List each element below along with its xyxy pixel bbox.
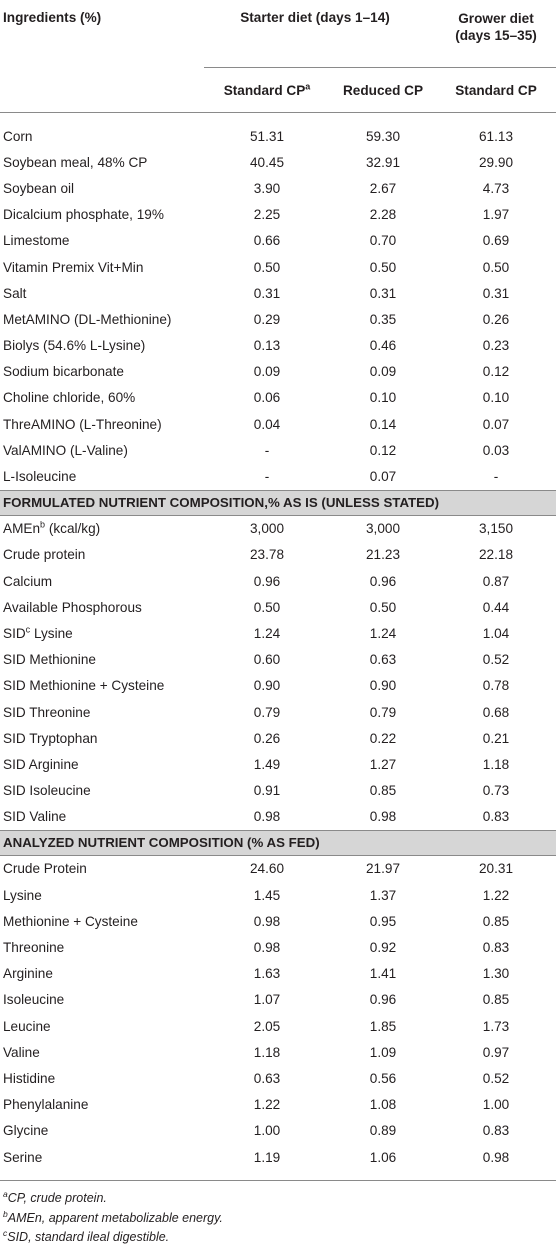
row-label-suffix: (kcal/kg)	[45, 521, 101, 537]
grower-standard-cp-value: 0.73	[482, 783, 510, 799]
row-label	[0, 280, 204, 306]
row-label-text: SID Isoleucine	[3, 783, 91, 799]
analyzed-nutrient-row	[0, 987, 556, 1013]
formulated-section-header-title: FORMULATED NUTRIENT COMPOSITION,% AS IS (UNLESS STATED)	[0, 490, 556, 515]
ingredients-header: Ingredients (%)	[3, 10, 102, 25]
reduced-cp-value: 0.46	[369, 338, 397, 354]
row-label-text: Calcium	[3, 573, 53, 589]
row-label	[0, 1039, 204, 1065]
reduced-cp-value: 0.50	[369, 599, 397, 615]
row-label	[0, 699, 204, 725]
row-label-text: Choline chloride, 60%	[3, 390, 136, 406]
row-label-text: Methionine + Cysteine	[3, 913, 138, 929]
row-label	[0, 202, 204, 228]
formulated-nutrient-row	[0, 751, 556, 777]
row-label-text: Serine	[3, 1149, 43, 1165]
standard-cp-value: 0.66	[253, 233, 281, 249]
reduced-cp-value: 1.41	[369, 966, 397, 982]
analyzed-section-header-title: ANALYZED NUTRIENT COMPOSITION (% AS FED)	[0, 830, 556, 855]
row-label-text: SID	[3, 625, 26, 641]
standard-cp-value: 0.79	[253, 704, 281, 720]
standard-cp-value: 23.78	[249, 547, 285, 563]
formulated-nutrient-row	[0, 542, 556, 568]
standard-cp-value: 0.26	[253, 730, 281, 746]
row-label-text: SID Tryptophan	[3, 730, 98, 746]
analyzed-nutrient-row	[0, 1144, 556, 1170]
standard-cp-value: 0.06	[253, 390, 281, 406]
row-label	[0, 1092, 204, 1118]
reduced-cp-value: 0.90	[369, 678, 397, 694]
row-label-text: ThreAMINO (L-Threonine)	[3, 416, 162, 432]
formulated-section-header	[0, 490, 556, 515]
grower-standard-cp-value: 29.90	[479, 154, 514, 170]
grower-standard-cp-value: 0.87	[482, 573, 510, 589]
reduced-cp-value: 0.98	[369, 809, 397, 825]
row-label	[0, 385, 204, 411]
reduced-cp-value: 0.96	[369, 992, 397, 1008]
row-label-text: Phenylalanine	[3, 1097, 89, 1113]
row-label-text: SID Valine	[3, 809, 67, 825]
grower-standard-cp-value: 0.50	[482, 259, 510, 275]
row-label	[0, 725, 204, 751]
row-label	[0, 778, 204, 804]
analyzed-nutrient-row	[0, 882, 556, 908]
grower-standard-cp-value: 3,150	[479, 521, 514, 537]
grower-standard-cp-value: 1.73	[482, 1018, 510, 1034]
formulated-nutrient-row	[0, 778, 556, 804]
row-label-suffix: Lysine	[30, 625, 73, 641]
grower-standard-cp-value: 1.04	[482, 625, 510, 641]
analyzed-nutrient-row	[0, 855, 556, 882]
row-label-text: Threonine	[3, 940, 65, 956]
row-label	[0, 175, 204, 201]
row-label-text: Isoleucine	[3, 992, 65, 1008]
standard-cp-value: 0.13	[253, 338, 281, 354]
row-label	[0, 987, 204, 1013]
formulated-nutrient-row	[0, 673, 556, 699]
grower-standard-cp-value: 0.21	[482, 730, 510, 746]
spacer-cell	[0, 113, 556, 124]
ingredient-row	[0, 149, 556, 175]
row-label-text: SID Methionine + Cysteine	[3, 678, 165, 694]
analyzed-nutrient-row	[0, 1065, 556, 1091]
reduced-cp-value: 21.97	[365, 861, 401, 877]
reduced-cp-value: 0.56	[369, 1070, 397, 1086]
reduced-cp-header: Reduced CP	[330, 68, 436, 113]
formulated-nutrient-row	[0, 568, 556, 594]
row-label-text: Crude protein	[3, 547, 86, 563]
reduced-cp-value: 0.09	[369, 364, 397, 380]
row-label-text: Salt	[3, 285, 27, 301]
row-label-text: AMEn	[3, 521, 41, 537]
standard-cp-value: -	[264, 442, 270, 458]
standard-cp-value: 0.98	[253, 809, 281, 825]
grower-standard-cp-value: 0.10	[482, 390, 510, 406]
grower-standard-cp-value: 0.44	[482, 599, 510, 615]
footnote-mark: c	[25, 624, 31, 635]
row-label-text: Soybean meal, 48% CP	[3, 154, 148, 170]
reduced-cp-value: 1.27	[369, 756, 397, 772]
standard-cp-value: 24.60	[249, 861, 285, 877]
ingredient-row	[0, 228, 556, 254]
row-label	[0, 463, 204, 490]
standard-cp-value: 0.09	[253, 364, 281, 380]
ingredient-row	[0, 359, 556, 385]
reduced-cp-value: 0.96	[369, 573, 397, 589]
formulated-nutrient-row	[0, 804, 556, 831]
grower-standard-cp-value: 1.97	[482, 207, 510, 223]
standard-cp-value: 1.18	[253, 1044, 281, 1060]
grower-standard-cp-value: 1.30	[482, 966, 510, 982]
reduced-cp-value: 3,000	[365, 521, 401, 537]
grower-header-line1: Grower diet	[458, 11, 534, 26]
grower-diet-header	[436, 0, 556, 68]
grower-standard-cp-value: 0.23	[482, 338, 510, 354]
reduced-cp-value: 1.37	[369, 887, 397, 903]
row-label	[0, 411, 204, 437]
row-label-text: ValAMINO (L-Valine)	[3, 442, 128, 458]
reduced-cp-value: 2.67	[369, 180, 397, 196]
row-label-text: MetAMINO (DL-Methionine)	[3, 311, 172, 327]
grower-standard-cp-value: 1.22	[482, 887, 510, 903]
reduced-cp-value: 32.91	[365, 154, 401, 170]
grower-standard-cp-value: 0.12	[482, 364, 510, 380]
row-label-text: Crude Protein	[3, 861, 87, 877]
reduced-cp-value: 0.79	[369, 704, 397, 720]
row-label-text: Corn	[3, 128, 33, 144]
header-row-1	[0, 0, 556, 68]
row-label	[0, 254, 204, 280]
grower-standard-cp-value: 0.52	[482, 1070, 510, 1086]
row-label	[0, 568, 204, 594]
standard-cp-value: 1.45	[253, 887, 281, 903]
ingredient-row	[0, 463, 556, 490]
row-label-text: Lysine	[3, 887, 42, 903]
standard-cp-value: 0.90	[253, 678, 281, 694]
standard-cp-value: 1.63	[253, 966, 281, 982]
row-label-text: Dicalcium phosphate, 19%	[3, 207, 164, 223]
grower-standard-cp-value: 0.83	[482, 1123, 510, 1139]
ingredient-row	[0, 411, 556, 437]
reduced-cp-value: 0.31	[369, 285, 397, 301]
reduced-cp-value: 1.24	[369, 625, 397, 641]
row-label	[0, 1065, 204, 1091]
standard-cp-value: 1.19	[253, 1149, 281, 1165]
reduced-cp-value: 1.85	[369, 1018, 397, 1034]
footnote-mark: b	[40, 519, 46, 530]
grower-standard-cp-value: 0.26	[482, 311, 510, 327]
row-label	[0, 123, 204, 149]
grower-standard-cp-value: 1.18	[482, 756, 510, 772]
row-label	[0, 908, 204, 934]
row-label	[0, 620, 204, 646]
grower-standard-cp-value: 0.85	[482, 992, 510, 1008]
row-label	[0, 882, 204, 908]
formulated-nutrient-row	[0, 620, 556, 646]
reduced-cp-value: 0.50	[369, 259, 397, 275]
row-label-text: Biolys (54.6% L-Lysine)	[3, 338, 146, 354]
row-label	[0, 515, 204, 542]
analyzed-nutrient-row	[0, 908, 556, 934]
standard-cp-value: 0.50	[253, 599, 281, 615]
standard-cp-footnote-mark: a	[305, 80, 311, 91]
ingredient-row	[0, 280, 556, 306]
standard-cp-value: 3,000	[249, 521, 285, 537]
grower-standard-cp-value: 20.31	[479, 861, 514, 877]
ingredient-row	[0, 202, 556, 228]
row-label-text: L-Isoleucine	[3, 469, 77, 485]
row-label-text: SID Threonine	[3, 704, 91, 720]
analyzed-nutrient-row	[0, 961, 556, 987]
row-label	[0, 855, 204, 882]
header-blank-cell	[0, 68, 204, 113]
grower-standard-cp-value: 0.85	[482, 913, 510, 929]
formulated-nutrient-row	[0, 725, 556, 751]
footnote-text: CP, crude protein.	[7, 1191, 107, 1206]
grower-standard-cp-value: 0.52	[482, 652, 510, 668]
row-label	[0, 751, 204, 777]
reduced-cp-value: 0.70	[369, 233, 397, 249]
standard-cp-value: 1.07	[253, 992, 281, 1008]
row-label	[0, 359, 204, 385]
standard-cp-value: 0.98	[253, 913, 281, 929]
row-label	[0, 1144, 204, 1170]
grower-standard-cp-value: 0.68	[482, 704, 510, 720]
row-label-text: Available Phosphorous	[3, 599, 142, 615]
standard-cp-value: 40.45	[249, 154, 285, 170]
row-label	[0, 149, 204, 175]
row-label-text: Soybean oil	[3, 180, 75, 196]
grower-standard-cp-value: 0.98	[482, 1149, 510, 1165]
standard-cp-value: 1.24	[253, 625, 281, 641]
ingredient-row	[0, 333, 556, 359]
row-label-text: Limestome	[3, 233, 70, 249]
grower-standard-cp-value: 0.31	[482, 285, 510, 301]
table-body	[0, 113, 556, 1171]
grower-standard-cp-value: 61.13	[479, 128, 514, 144]
standard-cp-value: 0.98	[253, 940, 281, 956]
row-label	[0, 594, 204, 620]
grower-standard-cp-value: 0.07	[482, 416, 510, 432]
row-label	[0, 1118, 204, 1144]
analyzed-nutrient-row	[0, 934, 556, 960]
formulated-nutrient-row	[0, 699, 556, 725]
footnote-line	[3, 1228, 556, 1248]
row-label	[0, 437, 204, 463]
row-label	[0, 673, 204, 699]
reduced-cp-value: 1.09	[369, 1044, 397, 1060]
row-label-text: Sodium bicarbonate	[3, 364, 124, 380]
header-row-2	[0, 68, 556, 113]
row-label	[0, 333, 204, 359]
row-label-text: Valine	[3, 1044, 40, 1060]
grower-standard-cp-value: 0.69	[482, 233, 510, 249]
row-label	[0, 961, 204, 987]
footnote-line	[3, 1209, 556, 1229]
ingredient-row	[0, 437, 556, 463]
reduced-cp-value: 0.85	[369, 783, 397, 799]
standard-cp-label: Standard CP	[223, 82, 306, 98]
grower-standard-cp-value: 0.97	[482, 1044, 510, 1060]
row-label	[0, 228, 204, 254]
reduced-cp-value: 59.30	[365, 128, 401, 144]
reduced-cp-value: 1.08	[369, 1097, 397, 1113]
grower-standard-cp-value: 0.83	[482, 940, 510, 956]
reduced-cp-value: 0.14	[369, 416, 397, 432]
ingredient-row	[0, 123, 556, 149]
row-label	[0, 934, 204, 960]
ingredient-row	[0, 175, 556, 201]
row-label-text: SID Arginine	[3, 756, 79, 772]
reduced-cp-value: 0.92	[369, 940, 397, 956]
grower-standard-cp-value: 22.18	[479, 547, 514, 563]
top-spacer	[0, 113, 556, 124]
reduced-cp-value: 1.06	[369, 1149, 397, 1165]
grower-standard-cp-value: 4.73	[482, 180, 510, 196]
analyzed-nutrient-row	[0, 1092, 556, 1118]
row-label-text: Vitamin Premix Vit+Min	[3, 259, 144, 275]
standard-cp-value: 2.05	[253, 1018, 281, 1034]
standard-cp-value: 0.96	[253, 573, 281, 589]
row-label	[0, 306, 204, 332]
formulated-nutrient-row	[0, 647, 556, 673]
grower-standard-cp-value: 0.78	[482, 678, 510, 694]
footnote-marker: b	[3, 1208, 8, 1219]
reduced-cp-value: 0.10	[369, 390, 397, 406]
reduced-cp-value: 0.95	[369, 913, 397, 929]
reduced-cp-value: 0.22	[369, 730, 397, 746]
footnote-marker: a	[3, 1188, 8, 1199]
standard-cp-value: 0.63	[253, 1070, 281, 1086]
grower-header-line2: (days 15–35)	[455, 28, 537, 43]
formulated-nutrient-row	[0, 594, 556, 620]
standard-cp-value: 3.90	[253, 180, 281, 196]
standard-cp-value: 0.50	[253, 259, 281, 275]
reduced-cp-value: 0.12	[369, 442, 397, 458]
analyzed-nutrient-row	[0, 1039, 556, 1065]
footnote-text: SID, standard ileal digestible.	[7, 1230, 170, 1245]
standard-cp-value: 1.22	[253, 1097, 281, 1113]
standard-cp-value: 0.60	[253, 652, 281, 668]
grower-standard-cp-header: Standard CP	[436, 68, 556, 113]
standard-cp-value: 0.91	[253, 783, 281, 799]
standard-cp-header	[204, 68, 330, 113]
footnote-marker: c	[3, 1227, 8, 1238]
starter-diet-header: Starter diet (days 1–14)	[240, 10, 390, 25]
standard-cp-value: 1.00	[253, 1123, 281, 1139]
standard-cp-value: 2.25	[253, 207, 281, 223]
footnote-line	[3, 1189, 556, 1209]
ingredient-row	[0, 306, 556, 332]
standard-cp-value: -	[264, 469, 270, 485]
standard-cp-value: 0.31	[253, 285, 281, 301]
row-label	[0, 542, 204, 568]
ingredient-row	[0, 385, 556, 411]
row-label	[0, 804, 204, 831]
reduced-cp-value: 0.63	[369, 652, 397, 668]
row-label	[0, 1013, 204, 1039]
grower-standard-cp-value: 0.03	[482, 442, 510, 458]
grower-standard-cp-value: -	[493, 469, 499, 485]
footnote-text: AMEn, apparent metabolizable energy.	[7, 1210, 223, 1225]
analyzed-nutrient-row	[0, 1013, 556, 1039]
row-label-text: Glycine	[3, 1123, 49, 1139]
row-label-text: Arginine	[3, 966, 53, 982]
reduced-cp-value: 0.35	[369, 311, 397, 327]
reduced-cp-value: 0.89	[369, 1123, 397, 1139]
ingredient-row	[0, 254, 556, 280]
reduced-cp-value: 2.28	[369, 207, 397, 223]
analyzed-nutrient-row	[0, 1118, 556, 1144]
grower-standard-cp-value: 0.83	[482, 809, 510, 825]
row-label-text: SID Methionine	[3, 652, 96, 668]
reduced-cp-value: 0.07	[369, 469, 397, 485]
standard-cp-value: 0.29	[253, 311, 281, 327]
standard-cp-value: 1.49	[253, 756, 281, 772]
reduced-cp-value: 21.23	[365, 547, 401, 563]
row-label-text: Histidine	[3, 1070, 56, 1086]
row-label-text: Leucine	[3, 1018, 51, 1034]
grower-standard-cp-value: 1.00	[482, 1097, 510, 1113]
standard-cp-value: 0.04	[253, 416, 281, 432]
analyzed-section-header	[0, 830, 556, 855]
formulated-nutrient-row	[0, 515, 556, 542]
footnotes	[0, 1181, 556, 1248]
row-label	[0, 647, 204, 673]
standard-cp-value: 51.31	[249, 128, 285, 144]
